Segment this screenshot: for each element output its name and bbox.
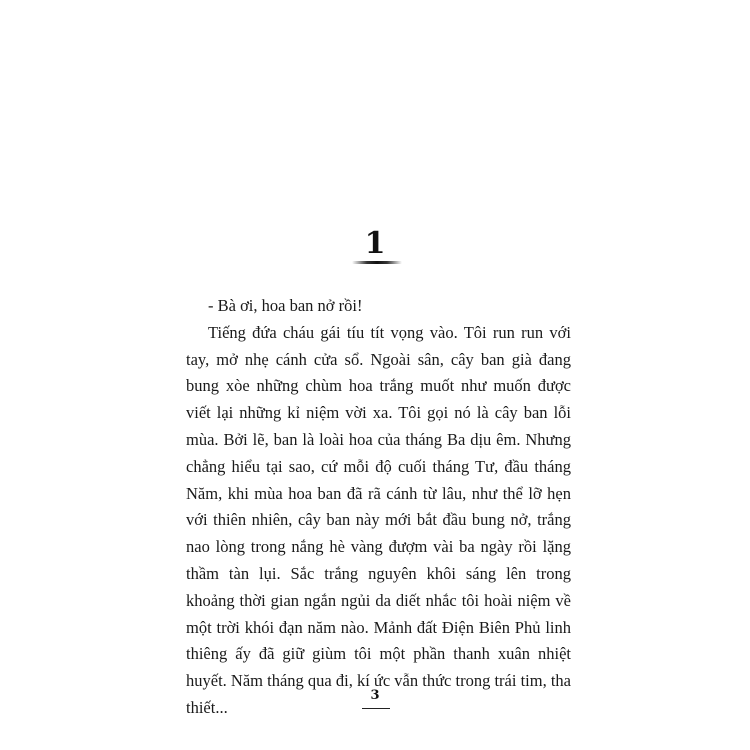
page-number: 3: [370, 688, 380, 703]
chapter-number: 1: [364, 226, 386, 261]
body-paragraph: Tiếng đứa cháu gái tíu tít vọng vào. Tôi run run với tay, mở nhẹ cánh cửa sổ. Ngoài sân, cây ban già đang bung xòe những chùm hoa trắng muốt như muốn được viết lại những kỉ niệm vời xa. Tôi gọi nó là cây ban lỗi mùa. Bởi lẽ, ban là loài hoa của tháng Ba dịu êm. Nhưng chẳng hiểu tại sao, cứ mỗi độ cuối tháng Tư, đầu tháng Năm, khi mùa hoa ban đã rã cánh từ lâu, như thể lỡ hẹn với thiên nhiên, cây ban này mới bắt đầu bung nở, trắng nao lòng trong nắng hè vàng đượm vài ba ngày rồi lặng thầm tàn lụi. Sắc trắng nguyên khôi sáng lên trong khoảng thời gian ngắn ngủi da diết nhắc tôi hoài niệm về một trời khói đạn năm nào. Mảnh đất Điện Biên Phủ linh thiêng ấy đã giữ giùm tôi một phần thanh xuân nhiệt huyết. Năm tháng qua đi, kí ức vẫn thức trong trái tim, tha thiết...: [186, 322, 571, 717]
page-number-rule: [362, 708, 390, 709]
dialogue-line: - Bà ơi, hoa ban nở rồi!: [208, 296, 363, 315]
chapter-divider: [352, 261, 402, 264]
chapter-body: [186, 293, 571, 722]
